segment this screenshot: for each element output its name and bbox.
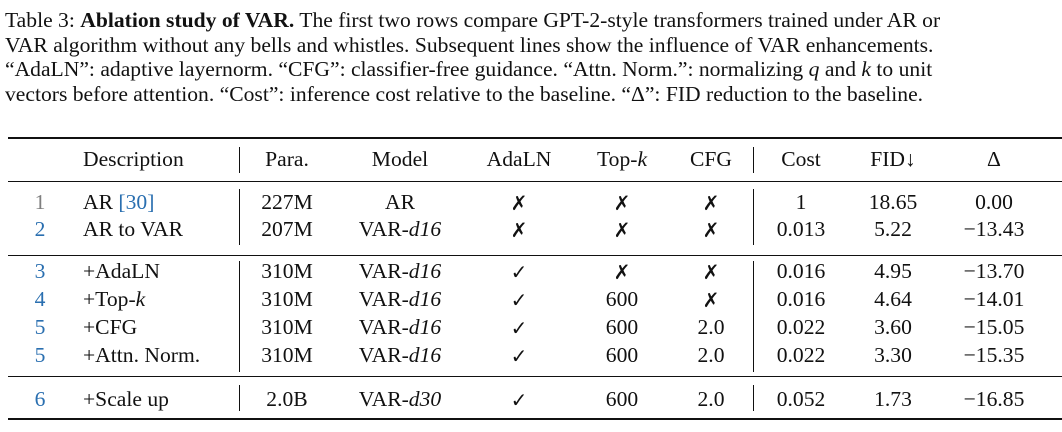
- header-delta: Δ: [987, 147, 1001, 171]
- cell-cfg: 2.0: [697, 387, 725, 411]
- cell-desc: [83, 342, 200, 368]
- col-divider: [753, 189, 754, 245]
- cell-topk: 600: [605, 343, 639, 367]
- col-divider: [239, 385, 240, 411]
- cell-para: 2.0B: [266, 387, 308, 411]
- cell-model-depth: d16: [408, 315, 442, 339]
- cell-num: 2: [34, 217, 46, 241]
- cell-para: 310M: [261, 259, 313, 283]
- cell-fid: 3.60: [874, 315, 912, 339]
- caption-text-1: The first two rows compare GPT-2-style transformers trained under AR or: [299, 8, 941, 32]
- cell-model-text: VAR-: [358, 343, 409, 367]
- cell-para: 227M: [261, 190, 313, 214]
- cell-num: 6: [34, 387, 46, 411]
- cell-fid: 3.30: [874, 343, 912, 367]
- cell-model-text: VAR-: [358, 287, 409, 311]
- cell-para: 310M: [261, 315, 313, 339]
- cell-fid: 1.73: [874, 387, 912, 411]
- cell-fid: 4.64: [874, 287, 912, 311]
- cell-adaln: ✗: [510, 218, 528, 242]
- cell-cfg: ✗: [702, 191, 720, 215]
- cell-para: 207M: [261, 217, 313, 241]
- cell-model-depth: d30: [408, 387, 442, 411]
- cell-desc: [83, 314, 137, 340]
- header-model: Model: [371, 147, 429, 171]
- cell-adaln: ✗: [510, 191, 528, 215]
- cell-num: 3: [34, 259, 46, 283]
- cell-delta: −14.01: [963, 287, 1025, 311]
- cell-topk: ✗: [613, 191, 631, 215]
- bottom-rule: [8, 418, 1062, 420]
- cell-cost: 0.016: [776, 259, 826, 283]
- cell-model-depth: d16: [408, 259, 442, 283]
- header-cfg: CFG: [689, 147, 733, 171]
- header-topk-k: k: [637, 147, 648, 171]
- col-divider: [753, 147, 754, 173]
- caption-line-4: vectors before attention. “Cost”: inference cost relative to the baseline. “Δ”: FID reduction to the baseline.: [5, 81, 924, 106]
- cell-model-depth: d16: [408, 287, 442, 311]
- cell-desc: [83, 386, 169, 412]
- cell-desc: [83, 189, 154, 215]
- header-topk: [597, 146, 647, 172]
- cell-num: 1: [34, 190, 46, 214]
- cell-adaln: ✓: [510, 388, 528, 412]
- caption-line-1: [5, 8, 1062, 33]
- cell-topk: ✗: [613, 218, 631, 242]
- cell-para: 310M: [261, 343, 313, 367]
- cell-cost: 1: [795, 190, 807, 214]
- cell-delta: −15.35: [963, 343, 1025, 367]
- cell-cost: 0.022: [776, 315, 826, 339]
- header-rule: [8, 181, 1062, 182]
- col-divider: [239, 261, 240, 372]
- cell-fid: 18.65: [868, 190, 918, 214]
- header-adaln: AdaLN: [486, 147, 552, 171]
- cell-desc: [83, 216, 183, 242]
- cell-adaln: ✓: [510, 316, 528, 340]
- cell-desc: [83, 258, 160, 284]
- header-description: Description: [83, 147, 184, 171]
- caption-title: Ablation study of VAR.: [80, 8, 295, 32]
- header-cost: Cost: [781, 147, 821, 171]
- cell-delta: −15.05: [963, 315, 1025, 339]
- cell-cfg: 2.0: [697, 343, 725, 367]
- cell-topk: 600: [605, 315, 639, 339]
- cell-cost: 0.016: [776, 287, 826, 311]
- cell-num: 5: [34, 343, 46, 367]
- cell-topk: 600: [605, 287, 639, 311]
- top-rule: [8, 137, 1062, 139]
- col-divider: [753, 385, 754, 411]
- header-topk-prefix: Top-: [596, 147, 638, 171]
- col-divider: [239, 189, 240, 245]
- cell-model-text: VAR-: [358, 259, 409, 283]
- cell-cfg: ✗: [702, 260, 720, 284]
- cell-adaln: ✓: [510, 288, 528, 312]
- caption-text-3a: “AdaLN”: adaptive layernorm. “CFG”: classifier-free guidance. “Attn. Norm.”: normalizing: [5, 57, 809, 81]
- cell-desc-text: AR to VAR: [83, 217, 184, 241]
- cell-desc: [83, 286, 145, 312]
- cell-model-text: VAR-: [358, 387, 409, 411]
- group-rule-1: [8, 255, 1062, 256]
- cell-model: [359, 386, 441, 412]
- caption-text-3b: to unit: [871, 57, 933, 81]
- cell-model: [359, 342, 441, 368]
- caption-line-2: VAR algorithm without any bells and whistles. Subsequent lines show the influence of VAR enhancements.: [5, 32, 934, 57]
- header-fid: FID↓: [870, 147, 916, 171]
- cell-model: [359, 286, 441, 312]
- citation-link[interactable]: [30]: [118, 190, 155, 214]
- cell-num: 5: [34, 315, 46, 339]
- caption-label: Table 3:: [5, 8, 75, 32]
- cell-cfg: 2.0: [697, 315, 725, 339]
- cell-para: 310M: [261, 287, 313, 311]
- cell-fid: 5.22: [874, 217, 912, 241]
- cell-desc-text: +CFG: [83, 315, 138, 339]
- cell-delta: −13.70: [963, 259, 1025, 283]
- cell-delta: −16.85: [963, 387, 1025, 411]
- cell-model-text: VAR-: [358, 315, 409, 339]
- cell-cost: 0.052: [776, 387, 826, 411]
- cell-topk: ✗: [613, 260, 631, 284]
- col-divider: [239, 147, 240, 173]
- cell-num: 4: [34, 287, 46, 311]
- cell-desc-text: +Scale up: [83, 387, 169, 411]
- cell-desc-text: +Top-: [83, 287, 136, 311]
- cell-cost: 0.022: [776, 343, 826, 367]
- cell-adaln: ✓: [510, 260, 528, 284]
- caption-k: k: [861, 57, 872, 81]
- cell-fid: 4.95: [874, 259, 912, 283]
- cell-cfg: ✗: [702, 218, 720, 242]
- cell-desc-text: +AdaLN: [83, 259, 160, 283]
- cell-delta: 0.00: [975, 190, 1013, 214]
- caption-q: q: [808, 57, 820, 81]
- col-divider: [753, 261, 754, 372]
- cell-desc-text: +Attn. Norm.: [83, 343, 201, 367]
- cell-cfg: ✗: [702, 288, 720, 312]
- cell-model: [359, 258, 441, 284]
- header-para: Para.: [265, 147, 309, 171]
- cell-desc-italic: k: [135, 287, 146, 311]
- cell-model-text: AR: [385, 190, 415, 214]
- caption-line-3: [5, 57, 1062, 82]
- cell-topk: 600: [605, 387, 639, 411]
- cell-model: [385, 189, 415, 215]
- caption-and: and: [819, 57, 862, 81]
- cell-cost: 0.013: [776, 217, 826, 241]
- cell-desc-text: AR: [83, 190, 119, 214]
- cell-model-depth: d16: [408, 217, 442, 241]
- table-caption: [5, 8, 1062, 106]
- cell-adaln: ✓: [510, 344, 528, 368]
- group-rule-2: [8, 376, 1062, 377]
- cell-model: [359, 314, 441, 340]
- cell-model-depth: d16: [408, 343, 442, 367]
- cell-model-text: VAR-: [358, 217, 409, 241]
- cell-model: [359, 216, 441, 242]
- cell-delta: −13.43: [963, 217, 1025, 241]
